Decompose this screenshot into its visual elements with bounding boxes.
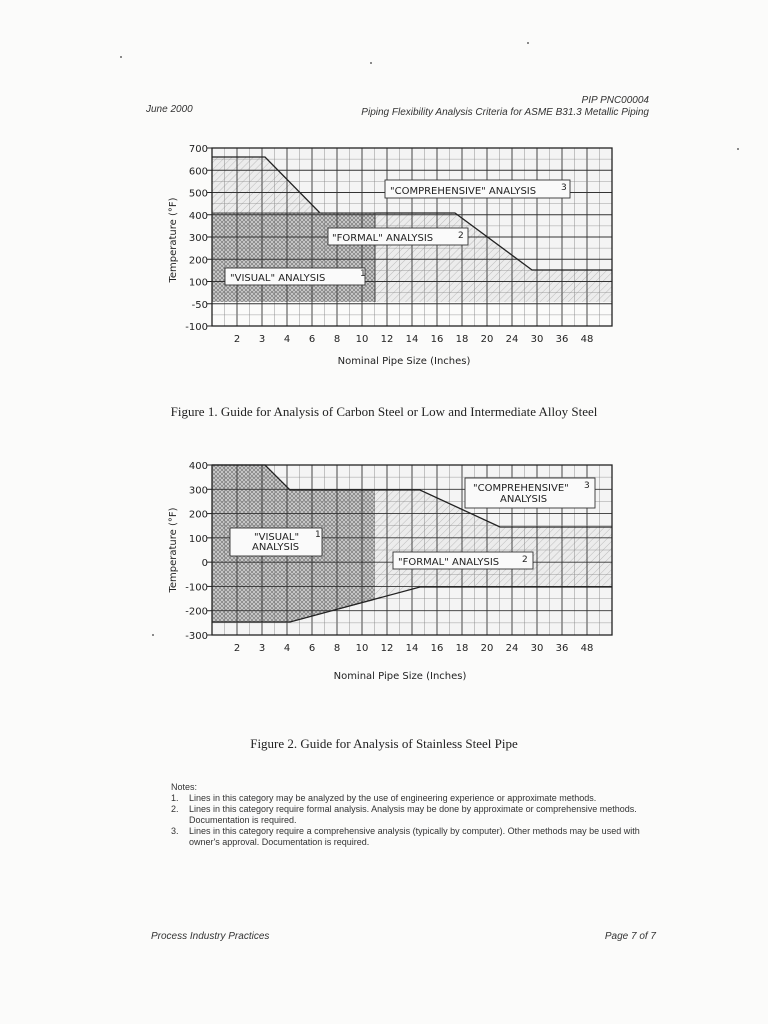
x-tick-label: 12 (380, 643, 394, 654)
fig1-visual-region (212, 213, 375, 302)
y-tick-label: 400 (188, 210, 208, 222)
y-tick-label: 300 (188, 485, 208, 497)
y-tick-label: 700 (188, 144, 208, 155)
x-tick-label: 10 (355, 643, 369, 654)
notes-section (171, 782, 661, 848)
fig2-visual-label-line1: "VISUAL" (254, 532, 300, 543)
fig2-formal-note: 2 (522, 555, 528, 565)
x-tick-label: 12 (380, 334, 394, 345)
fig1-visual-note: 1 (360, 269, 366, 279)
y-tick-label: 100 (188, 533, 208, 545)
header-doc-id: PIP PNC00004 (581, 95, 649, 106)
x-tick-label: 16 (430, 334, 444, 345)
x-tick-label: 30 (530, 643, 544, 654)
x-tick-label: 14 (405, 334, 419, 345)
y-tick-label: 0 (201, 558, 208, 570)
fig2-x-ticks (234, 643, 594, 654)
scan-speck (527, 42, 529, 44)
x-tick-label: 3 (258, 334, 266, 345)
fig1-x-ticks (234, 334, 594, 345)
scan-speck (737, 148, 739, 150)
note-number: 2. (171, 804, 179, 814)
y-tick-label: 200 (188, 509, 208, 521)
note-item (171, 804, 661, 826)
x-tick-label: 10 (355, 334, 369, 345)
fig2-visual-label-line2: ANALYSIS (252, 542, 300, 553)
fig1-x-axis-label: Nominal Pipe Size (Inches) (337, 356, 471, 367)
x-tick-label: 6 (308, 643, 316, 654)
y-tick-label: -100 (185, 582, 208, 594)
footer-page: Page 7 of 7 (604, 931, 656, 942)
fig2-comp-label-line2: ANALYSIS (500, 494, 548, 505)
x-tick-label: 36 (555, 334, 569, 345)
x-tick-label: 48 (580, 334, 594, 345)
x-tick-label: 24 (505, 334, 519, 345)
note-number: 1. (171, 793, 179, 803)
y-tick-label: -50 (191, 299, 208, 311)
y-tick-label: -300 (185, 631, 208, 642)
note-item (171, 826, 661, 848)
fig2-comp-label-line1: "COMPREHENSIVE" (473, 483, 569, 494)
fig1-y-axis-label: Temperature (°F) (168, 197, 179, 283)
y-tick-label: 500 (188, 188, 208, 200)
x-tick-label: 14 (405, 643, 419, 654)
x-tick-label: 18 (455, 334, 469, 345)
x-tick-label: 16 (430, 643, 444, 654)
fig1-comp-label: "COMPREHENSIVE" ANALYSIS (390, 186, 537, 197)
scan-speck (120, 56, 122, 58)
x-tick-label: 4 (283, 643, 291, 654)
fig2-comp-note: 3 (584, 481, 590, 491)
y-tick-label: -100 (185, 322, 208, 333)
note-text: Lines in this category require formal analysis. Analysis may be done by approximate or comprehensive methods. Documentation is required. (189, 804, 637, 825)
note-text: Lines in this category require a comprehensive analysis (typically by computer). Other methods may be used with owner's approval. Documentation is required. (189, 826, 640, 847)
x-tick-label: 24 (505, 643, 519, 654)
figure-1 (168, 144, 612, 367)
note-text: Lines in this category may be analyzed by the use of engineering experience or approximate methods. (189, 793, 597, 803)
notes-heading: Notes: (171, 782, 198, 792)
note-item (171, 793, 661, 804)
y-tick-label: -200 (185, 606, 208, 618)
x-tick-label: 3 (258, 643, 266, 654)
header-date: June 2000 (146, 104, 193, 115)
x-tick-label: 4 (283, 334, 291, 345)
fig2-visual-note: 1 (315, 530, 321, 540)
y-tick-label: 400 (188, 461, 208, 472)
x-tick-label: 48 (580, 643, 594, 654)
fig1-comp-note: 3 (561, 183, 567, 193)
x-tick-label: 8 (333, 334, 341, 345)
fig2-x-axis-label: Nominal Pipe Size (Inches) (333, 671, 467, 682)
fig1-y-ticks (185, 144, 212, 333)
x-tick-label: 8 (333, 643, 341, 654)
x-tick-label: 2 (233, 334, 241, 345)
fig2-y-ticks (185, 461, 212, 642)
x-tick-label: 20 (480, 643, 494, 654)
y-tick-label: 300 (188, 233, 208, 244)
figure-1-caption: Figure 1. Guide for Analysis of Carbon Steel or Low and Intermediate Alloy Steel (170, 404, 598, 419)
scan-speck (370, 62, 372, 64)
note-number: 3. (171, 826, 179, 836)
fig2-formal-label: "FORMAL" ANALYSIS (398, 557, 500, 568)
x-tick-label: 30 (530, 334, 544, 345)
fig1-formal-label: "FORMAL" ANALYSIS (332, 233, 434, 244)
fig1-formal-note: 2 (458, 231, 464, 241)
header-doc-title: Piping Flexibility Analysis Criteria for ASME B31.3 Metallic Piping (361, 107, 649, 118)
fig1-visual-label: "VISUAL" ANALYSIS (230, 273, 326, 284)
x-tick-label: 6 (308, 334, 316, 345)
x-tick-label: 2 (233, 643, 241, 654)
x-tick-label: 36 (555, 643, 569, 654)
footer-left: Process Industry Practices (151, 931, 270, 942)
x-tick-label: 18 (455, 643, 469, 654)
scan-speck (152, 634, 154, 636)
y-tick-label: 200 (188, 255, 208, 267)
y-tick-label: 100 (188, 277, 208, 289)
figure-2-caption: Figure 2. Guide for Analysis of Stainless Steel Pipe (250, 736, 518, 751)
figure-2 (168, 461, 612, 682)
x-tick-label: 20 (480, 334, 494, 345)
y-tick-label: 600 (188, 166, 208, 178)
fig2-y-axis-label: Temperature (°F) (168, 507, 179, 593)
